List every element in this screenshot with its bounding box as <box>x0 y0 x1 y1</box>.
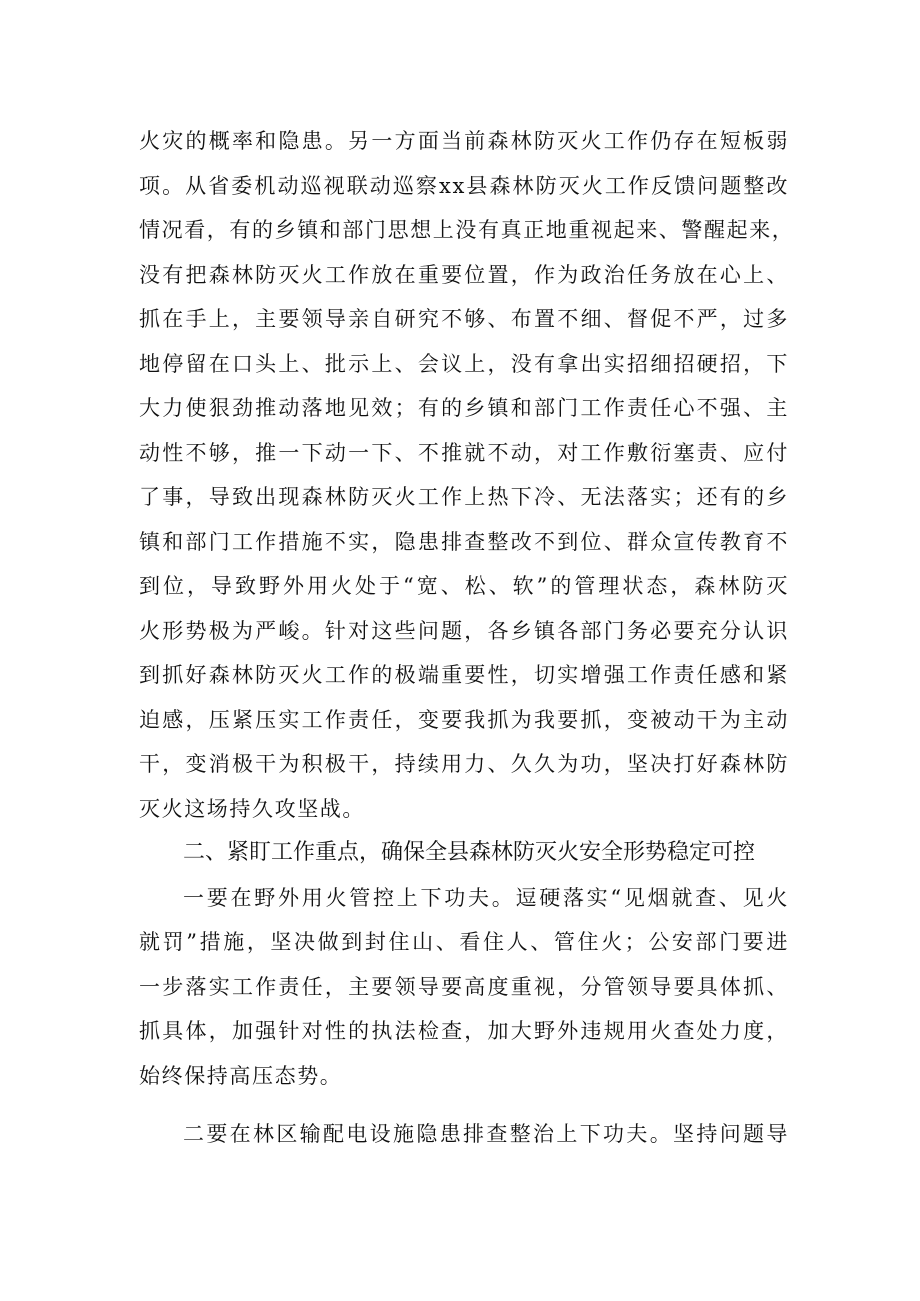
text-line: 到位，导致野外用火处于“宽、松、软”的管理状态，森林防灭 <box>139 574 789 598</box>
paragraph-power-facility-inspection <box>139 1112 789 1157</box>
text-line: 就罚”措施，坚决做到封住山、看住人、管住火；公安部门要进 <box>139 930 789 954</box>
text-line: 迫感，压紧压实工作责任，变要我抓为我要抓，变被动干为主动 <box>139 707 789 732</box>
section-heading: 二、紧盯工作重点，确保全县森林防灭火安全形势稳定可控 <box>183 840 756 865</box>
text-line: 一要在野外用火管控上下功夫。逗硬落实“见烟就查、见火 <box>183 885 789 910</box>
text-line: 镇和部门工作措施不实，隐患排查整改不到位、群众宣传教育不 <box>139 529 789 554</box>
text-line: 干，变消极干为积极干，持续用力、久久为功，坚决打好森林防 <box>139 752 789 776</box>
text-line: 抓具体，加强针对性的执法检查，加大野外违规用火查处力度， <box>139 1019 789 1043</box>
text-line: 地停留在口头上、批示上、会议上，没有拿出实招细招硬招，下 <box>139 351 789 376</box>
paragraph-fire-prevention-shortcomings <box>139 119 795 831</box>
text-line: 项。从省委机动巡视联动巡察xx县森林防灭火工作反馈问题整改 <box>139 173 789 198</box>
text-line: 情况看，有的乡镇和部门思想上没有真正地重视起来、警醒起来， <box>139 218 795 242</box>
text-line: 了事，导致出现森林防灭火工作上热下冷、无法落实；还有的乡 <box>139 485 789 509</box>
document-body <box>139 119 795 1157</box>
text-line: 一步落实工作责任，主要领导要高度重视，分管领导要具体抓、 <box>139 974 789 999</box>
text-line: 大力使狠劲推动落地见效；有的乡镇和部门工作责任心不强、主 <box>139 396 789 420</box>
text-line: 动性不够，推一下动一下、不推就不动，对工作敷衍塞责、应付 <box>139 440 789 465</box>
text-line: 灭火这场持久攻坚战。 <box>139 796 365 821</box>
paragraph-spacing <box>139 1098 789 1112</box>
text-line: 抓在手上，主要领导亲自研究不够、布置不细、督促不严，过多 <box>139 307 789 331</box>
text-line: 到抓好森林防灭火工作的极端重要性，切实增强工作责任感和紧 <box>139 663 789 687</box>
paragraph-outdoor-fire-control <box>139 876 789 1099</box>
text-line: 二要在林区输配电设施隐患排查整治上下功夫。坚持问题导 <box>183 1122 789 1146</box>
text-line: 没有把森林防灭火工作放在重要位置，作为政治任务放在心上、 <box>139 262 789 287</box>
text-line: 始终保持高压态势。 <box>139 1063 343 1088</box>
text-line: 火形势极为严峻。针对这些问题，各乡镇各部门务必要充分认识 <box>139 618 789 643</box>
text-line: 火灾的概率和隐患。另一方面当前森林防灭火工作仍存在短板弱 <box>139 129 789 153</box>
